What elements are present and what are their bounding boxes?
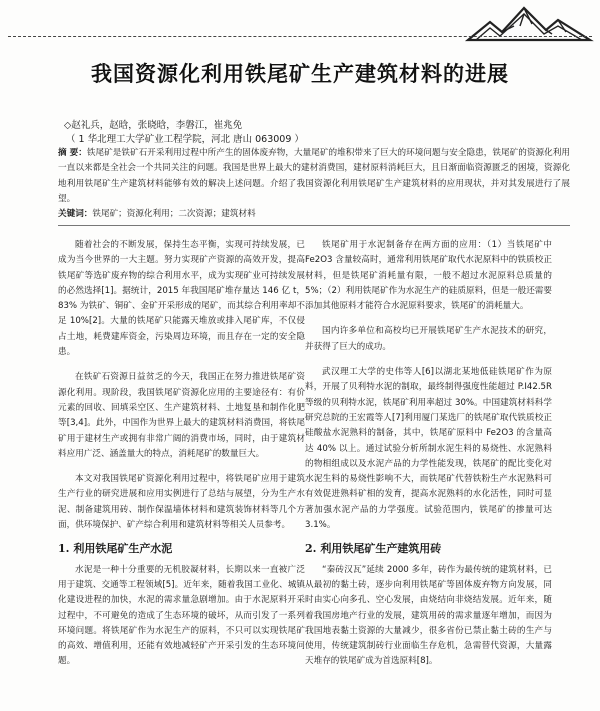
header-rule (8, 36, 592, 37)
paragraph: 随着社会的不断发展，保持生态平衡，实现可持续发展，已成为当今世界的一大主题。努力实现矿产资源的高效开发，提高铁尾矿等选矿废弃物的综合利用水平，成为实现矿业可持续发展的必然选择[1]。据统计，2015 年我国尾矿堆存量达 146 亿 t，83% 为铁矿、铜矿、金矿开采形成的尾矿，而其综合利用率却不足 10%[2]。大量的铁尾矿只能露天堆放或排入尾矿库，不仅侵占土地，耗费建库资金，污染周边环境，而且存在一定的安全隐患。 (58, 240, 305, 358)
right-column (305, 238, 552, 676)
keywords-label: 关键词： (58, 209, 93, 219)
keywords (58, 207, 256, 219)
mountain-logo (462, 4, 596, 46)
article-title: 我国资源化利用铁尾矿生产建筑材料的进展 (91, 61, 509, 86)
section-heading: 1. 利用铁尾矿生产水泥 (58, 542, 173, 556)
abstract-label: 摘 要： (58, 148, 87, 158)
section-divider (58, 225, 570, 226)
paragraph: 国内许多单位和高校均已开展铁尾矿生产水泥技术的研究，并获得了巨大的成功。 (305, 326, 552, 352)
paragraph: 水泥是一种十分重要的无机胶凝材料，长期以来一直被广泛用于建筑、交通等工程领域[5]。近年来，随着我国工业化、城镇化建设进程的加快，水泥的需求量急剧增加。由于水泥原料开采过程中，不可避免的造成了生态环境的破坏，从而引发了一系列环境问题。将铁尾矿作为水泥生产的原料，不只可以实现铁尾矿的高效、增值利用，还能有效地减轻矿产开采引发的生态环境问题。 (58, 564, 305, 667)
section-heading: 2. 利用铁尾矿生产建筑用砖 (305, 542, 442, 556)
paragraph: 在铁矿石资源日益贫乏的今天，我国正在努力推进铁尾矿资源化利用。现阶段，我国铁尾矿资源化应用的主要途径有：有价元素的回收、回填采空区、生产建筑材料、土地复垦和制作化肥等[3,4]。此外，中国作为世界上最大的建筑材料消费国，将铁尾矿用于建材生产或拥有非常广阔的消费市场，同时，由于建筑材料应用广泛、涵盖量大的特点，消耗尾矿的数量巨大。 (58, 372, 305, 459)
paragraph: 本文对我国铁尾矿资源化利用过程中，将铁尾矿应用于建筑生产行业的研究进展和应用实例进行了总结与展望，分为生产水泥、制备建筑用砖、制作保温墙体材料和建筑装饰材料等几个方面，供环境保护、矿产综合利用和建筑材料等相关人员参考。 (58, 474, 305, 531)
paragraph: “秦砖汉瓦”延续 2000 多年，砖作为最传统的建筑材料，已从最初的黏土砖，逐步向利用铁尾矿等固体废弃物方向发展，同时由实心向多孔、空心发展，由烧结向非烧结发展。近年来，随着我国房地产行业的发展，建筑用砖的需求量逐年增加，而因为我国地表黏土资源的大量减少，很多省份已禁止黏土砖的生产与使用，传统建筑制砖行业面临生存危机，急需替代资源，大量露天堆存的铁尾矿成为首选原料[8]。 (305, 564, 552, 667)
affiliation: （ 1 华北理工大学矿业工程学院，河北 唐山 063009 ） (66, 134, 304, 145)
keywords-text: 铁尾矿；资源化利用；二次资源；建筑材料 (92, 209, 256, 219)
abstract-text: 铁尾矿是铁矿石开采利用过程中所产生的固体废弃物，大量尾矿的堆积带来了巨大的环境问题与安全隐患，铁尾矿的资源化利用一直以来都是全社会一个共同关注的问题。我国是世界上最大的建材消费国，建材原料消耗巨大，且日渐面临资源匮乏的困境，资源化地利用铁尾矿生产建筑材料能够有效的解决上述问题。介绍了我国资源化利用铁尾矿生产建筑材料的应用现状，并对其发展进行了展望。 (58, 148, 570, 205)
author-list: ◇赵礼兵，赵晗，张晓晗，李磐江，崔兆免 (64, 120, 243, 131)
left-column (58, 238, 305, 676)
paragraph: 铁尾矿用于水泥制备存在两方面的应用：（1）当铁尾矿中 Fe2O3 含量较高时，通常利用铁尾矿取代水泥原料中的铁质校正材料，但是铁尾矿消耗量有限，一般不超过水泥原料总质量的 5%；（2）利用铁尾矿作为水泥生产的硅质原料，但是一般还需要添加其他原料才能符合水泥原料要求，铁尾矿的消耗量大。 (305, 240, 552, 312)
paragraph: 武汉理工大学的史伟等人[6]以湖北某地低硅铁尾矿作为原料，开展了贝利特水泥的制取，最终制得强度性能超过 P.I42.5R 等级的贝利特水泥，铁尾矿利用率超过 30%。中国建筑材料科学研究总院的王宏霞等人[7]利用厦门某选厂的铁尾矿取代铁质校正硅酸盐水泥熟料的制备，其中，铁尾矿原料中 Fe2O3 的含量高达 40% 以上。通过试验分析所制水泥生料的易烧性、水泥熟料的物相组成以及水泥产品的力学性能发现，铁尾矿的配比变化对水泥生料的易烧性影响不大，而铁尾矿代替铁粉生产水泥熟料可有效促进熟料矿相的发育，提高水泥熟料的水化活性，同时可显著加强水泥产品的力学强度。试验范围内，铁尾矿的掺量可达 3.1%。 (305, 367, 552, 531)
abstract (58, 146, 570, 208)
